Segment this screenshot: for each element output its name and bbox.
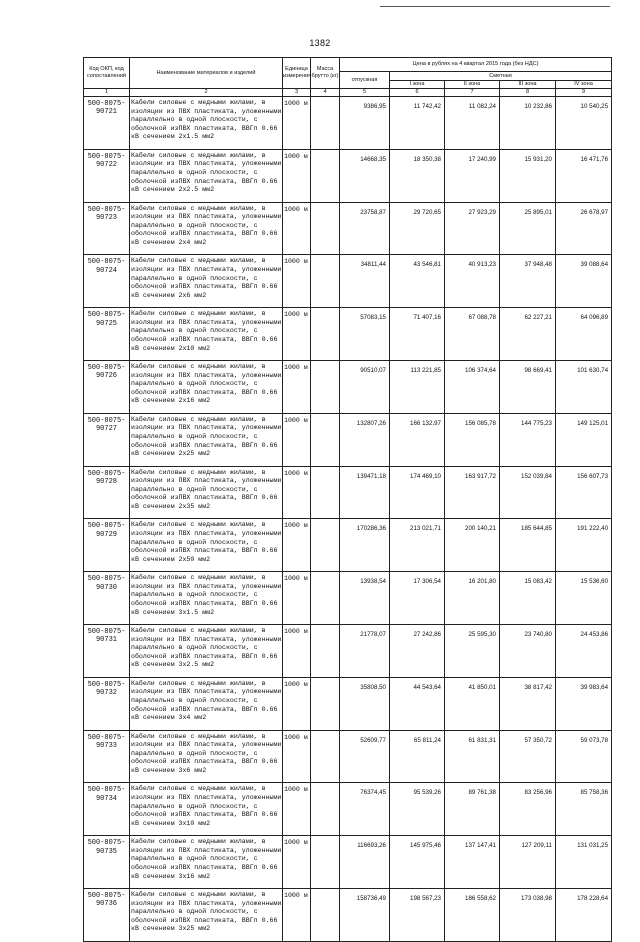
header-zone2: II зона xyxy=(445,81,500,89)
row-name: Кабели силовые с медными жилами, в изоляции из ПВХ пластиката, уложенными параллельно в одной плоскости, с оболочкой изПВХ пластиката, ВВГп 0.66 кВ сечением 2х6 мм2 xyxy=(130,255,283,308)
row-name: Кабели силовые с медными жилами, в изоляции из ПВХ пластиката, уложенными параллельно в одной плоскости, с оболочкой изПВХ пластиката, ВВГп 0.66 кВ сечением 2х10 мм2 xyxy=(130,308,283,361)
row-release-price: 132807,26 xyxy=(340,413,390,466)
table-row xyxy=(84,836,612,889)
row-mass xyxy=(311,519,340,572)
row-zone2-price: 40 913,23 xyxy=(445,255,500,308)
row-name: Кабели силовые с медными жилами, в изоляции из ПВХ пластиката, уложенными параллельно в одной плоскости, с оболочкой изПВХ пластиката, ВВГп 0.66 кВ сечением 2х4 мм2 xyxy=(130,202,283,255)
row-zone2-price: 17 240,99 xyxy=(445,149,500,202)
row-zone1-price: 44 543,64 xyxy=(390,677,445,730)
row-name: Кабели силовые с медными жилами, в изоляции из ПВХ пластиката, уложенными параллельно в одной плоскости, с оболочкой изПВХ пластиката, ВВГп 0.66 кВ сечением 3х4 мм2 xyxy=(130,677,283,730)
row-zone1-price: 95 539,26 xyxy=(390,783,445,836)
row-code: 500-8075-90722 xyxy=(84,149,130,202)
row-name: Кабели силовые с медными жилами, в изоляции из ПВХ пластиката, уложенными параллельно в одной плоскости, с оболочкой изПВХ пластиката, ВВГп 0.66 кВ сечением 3х10 мм2 xyxy=(130,783,283,836)
row-zone4-price: 64 096,89 xyxy=(556,308,612,361)
header-zone3: III зона xyxy=(500,81,556,89)
row-mass xyxy=(311,202,340,255)
column-number: 9 xyxy=(556,89,612,97)
row-release-price: 13938,54 xyxy=(340,572,390,625)
row-code: 500-8075-90721 xyxy=(84,97,130,150)
row-zone2-price: 41 850,01 xyxy=(445,677,500,730)
row-code: 500-8075-90725 xyxy=(84,308,130,361)
table-row xyxy=(84,466,612,519)
row-zone2-price: 61 831,31 xyxy=(445,730,500,783)
row-zone1-price: 43 546,81 xyxy=(390,255,445,308)
row-release-price: 158736,49 xyxy=(340,888,390,941)
top-rule xyxy=(380,6,610,7)
row-zone4-price: 85 758,36 xyxy=(556,783,612,836)
table-row xyxy=(84,255,612,308)
header-code: Код ОКП, код сопоставлений xyxy=(84,58,130,89)
row-code: 500-8075-90734 xyxy=(84,783,130,836)
row-zone1-price: 71 407,16 xyxy=(390,308,445,361)
table-row xyxy=(84,572,612,625)
table-row xyxy=(84,624,612,677)
row-zone3-price: 15 083,42 xyxy=(500,572,556,625)
row-code: 500-8075-90724 xyxy=(84,255,130,308)
row-release-price: 170286,36 xyxy=(340,519,390,572)
table-row xyxy=(84,308,612,361)
row-zone4-price: 24 453,86 xyxy=(556,624,612,677)
row-zone3-price: 62 227,21 xyxy=(500,308,556,361)
row-zone3-price: 144 775,23 xyxy=(500,413,556,466)
row-name: Кабели силовые с медными жилами, в изоляции из ПВХ пластиката, уложенными параллельно в одной плоскости, с оболочкой изПВХ пластиката, ВВГп 0.66 кВ сечением 2х50 мм2 xyxy=(130,519,283,572)
row-zone3-price: 25 895,01 xyxy=(500,202,556,255)
row-zone4-price: 16 471,76 xyxy=(556,149,612,202)
column-number: 6 xyxy=(390,89,445,97)
row-zone3-price: 37 948,48 xyxy=(500,255,556,308)
row-name: Кабели силовые с медными жилами, в изоляции из ПВХ пластиката, уложенными параллельно в одной плоскости, с оболочкой изПВХ пластиката, ВВГп 0.66 кВ сечением 2х1.5 мм2 xyxy=(130,97,283,150)
row-zone2-price: 186 558,62 xyxy=(445,888,500,941)
row-zone4-price: 39 983,64 xyxy=(556,677,612,730)
row-zone4-price: 101 630,74 xyxy=(556,360,612,413)
row-release-price: 9386,95 xyxy=(340,97,390,150)
row-unit: 1000 м xyxy=(283,202,311,255)
row-zone2-price: 106 374,64 xyxy=(445,360,500,413)
row-release-price: 90510,07 xyxy=(340,360,390,413)
row-zone2-price: 200 140,21 xyxy=(445,519,500,572)
header-name: Наименование материалов и изделий xyxy=(130,58,283,89)
row-unit: 1000 м xyxy=(283,149,311,202)
row-mass xyxy=(311,730,340,783)
row-unit: 1000 м xyxy=(283,413,311,466)
row-release-price: 76374,45 xyxy=(340,783,390,836)
row-zone2-price: 137 147,41 xyxy=(445,836,500,889)
column-number-row xyxy=(84,89,612,97)
row-unit: 1000 м xyxy=(283,572,311,625)
row-unit: 1000 м xyxy=(283,677,311,730)
price-table xyxy=(83,57,612,942)
row-zone3-price: 57 350,72 xyxy=(500,730,556,783)
table-row xyxy=(84,97,612,150)
row-release-price: 139471,18 xyxy=(340,466,390,519)
row-code: 500-8075-90736 xyxy=(84,888,130,941)
row-code: 500-8075-90729 xyxy=(84,519,130,572)
column-number: 3 xyxy=(283,89,311,97)
row-zone4-price: 156 607,73 xyxy=(556,466,612,519)
row-mass xyxy=(311,97,340,150)
row-zone2-price: 16 201,80 xyxy=(445,572,500,625)
row-zone2-price: 163 917,72 xyxy=(445,466,500,519)
row-release-price: 21778,07 xyxy=(340,624,390,677)
row-zone1-price: 145 975,46 xyxy=(390,836,445,889)
page-number: 1382 xyxy=(309,38,331,48)
row-zone3-price: 98 669,41 xyxy=(500,360,556,413)
row-unit: 1000 м xyxy=(283,888,311,941)
row-zone2-price: 27 923,29 xyxy=(445,202,500,255)
row-zone4-price: 191 222,40 xyxy=(556,519,612,572)
row-mass xyxy=(311,783,340,836)
row-unit: 1000 м xyxy=(283,308,311,361)
row-code: 500-8075-90728 xyxy=(84,466,130,519)
row-name: Кабели силовые с медными жилами, в изоляции из ПВХ пластиката, уложенными параллельно в одной плоскости, с оболочкой изПВХ пластиката, ВВГп 0.66 кВ сечением 3х25 мм2 xyxy=(130,888,283,941)
row-zone4-price: 39 088,64 xyxy=(556,255,612,308)
row-mass xyxy=(311,836,340,889)
table-row xyxy=(84,413,612,466)
row-zone4-price: 59 073,78 xyxy=(556,730,612,783)
row-zone1-price: 11 742,42 xyxy=(390,97,445,150)
row-zone3-price: 15 931,20 xyxy=(500,149,556,202)
row-release-price: 52609,77 xyxy=(340,730,390,783)
row-zone3-price: 23 740,80 xyxy=(500,624,556,677)
row-name: Кабели силовые с медными жилами, в изоляции из ПВХ пластиката, уложенными параллельно в одной плоскости, с оболочкой изПВХ пластиката, ВВГп 0.66 кВ сечением 3х2.5 мм2 xyxy=(130,624,283,677)
row-code: 500-8075-90732 xyxy=(84,677,130,730)
table-row xyxy=(84,888,612,941)
row-name: Кабели силовые с медными жилами, в изоляции из ПВХ пластиката, уложенными параллельно в одной плоскости, с оболочкой изПВХ пластиката, ВВГп 0.66 кВ сечением 3х1.5 мм2 xyxy=(130,572,283,625)
table-row xyxy=(84,202,612,255)
row-zone4-price: 10 540,25 xyxy=(556,97,612,150)
header-release: отпускная xyxy=(340,72,390,89)
row-code: 500-8075-90726 xyxy=(84,360,130,413)
header-mass: Масса брутто (кг) xyxy=(311,58,340,89)
row-zone1-price: 18 350,38 xyxy=(390,149,445,202)
header-unit: Единица измерения xyxy=(283,58,311,89)
row-name: Кабели силовые с медными жилами, в изоляции из ПВХ пластиката, уложенными параллельно в одной плоскости, с оболочкой изПВХ пластиката, ВВГп 0.66 кВ сечением 2х2.5 мм2 xyxy=(130,149,283,202)
row-unit: 1000 м xyxy=(283,519,311,572)
row-unit: 1000 м xyxy=(283,836,311,889)
row-zone4-price: 131 031,25 xyxy=(556,836,612,889)
table-body xyxy=(84,97,612,942)
header-estimated: Сметная xyxy=(390,72,612,81)
row-code: 500-8075-90727 xyxy=(84,413,130,466)
row-unit: 1000 м xyxy=(283,360,311,413)
row-zone1-price: 213 021,71 xyxy=(390,519,445,572)
row-mass xyxy=(311,149,340,202)
row-mass xyxy=(311,572,340,625)
row-mass xyxy=(311,308,340,361)
row-zone1-price: 29 720,65 xyxy=(390,202,445,255)
row-zone1-price: 198 567,23 xyxy=(390,888,445,941)
row-zone4-price: 178 228,64 xyxy=(556,888,612,941)
header-zone4: IV зона xyxy=(556,81,612,89)
row-mass xyxy=(311,677,340,730)
row-mass xyxy=(311,360,340,413)
row-unit: 1000 м xyxy=(283,730,311,783)
row-zone3-price: 185 644,85 xyxy=(500,519,556,572)
table-row xyxy=(84,677,612,730)
row-zone1-price: 174 469,10 xyxy=(390,466,445,519)
row-unit: 1000 м xyxy=(283,783,311,836)
row-mass xyxy=(311,413,340,466)
row-mass xyxy=(311,255,340,308)
table-row xyxy=(84,149,612,202)
row-unit: 1000 м xyxy=(283,255,311,308)
table-row xyxy=(84,730,612,783)
row-release-price: 57083,15 xyxy=(340,308,390,361)
row-zone3-price: 152 039,84 xyxy=(500,466,556,519)
row-zone2-price: 67 088,78 xyxy=(445,308,500,361)
row-name: Кабели силовые с медными жилами, в изоляции из ПВХ пластиката, уложенными параллельно в одной плоскости, с оболочкой изПВХ пластиката, ВВГп 0.66 кВ сечением 2х16 мм2 xyxy=(130,360,283,413)
row-code: 500-8075-90723 xyxy=(84,202,130,255)
row-name: Кабели силовые с медными жилами, в изоляции из ПВХ пластиката, уложенными параллельно в одной плоскости, с оболочкой изПВХ пластиката, ВВГп 0.66 кВ сечением 2х25 мм2 xyxy=(130,413,283,466)
row-zone1-price: 17 306,54 xyxy=(390,572,445,625)
column-number: 2 xyxy=(130,89,283,97)
header-price-group: Цена в рублях на 4 квартал 2015 года (без НДС) xyxy=(340,58,612,72)
row-zone2-price: 89 761,38 xyxy=(445,783,500,836)
column-number: 8 xyxy=(500,89,556,97)
row-name: Кабели силовые с медными жилами, в изоляции из ПВХ пластиката, уложенными параллельно в одной плоскости, с оболочкой изПВХ пластиката, ВВГп 0.66 кВ сечением 3х16 мм2 xyxy=(130,836,283,889)
row-zone4-price: 15 536,60 xyxy=(556,572,612,625)
row-zone3-price: 127 209,11 xyxy=(500,836,556,889)
row-unit: 1000 м xyxy=(283,624,311,677)
row-name: Кабели силовые с медными жилами, в изоляции из ПВХ пластиката, уложенными параллельно в одной плоскости, с оболочкой изПВХ пластиката, ВВГп 0.66 кВ сечением 2х35 мм2 xyxy=(130,466,283,519)
table-row xyxy=(84,519,612,572)
row-code: 500-8075-90735 xyxy=(84,836,130,889)
row-release-price: 14668,35 xyxy=(340,149,390,202)
row-zone4-price: 149 125,01 xyxy=(556,413,612,466)
row-name: Кабели силовые с медными жилами, в изоляции из ПВХ пластиката, уложенными параллельно в одной плоскости, с оболочкой изПВХ пластиката, ВВГп 0.66 кВ сечением 3х6 мм2 xyxy=(130,730,283,783)
row-mass xyxy=(311,466,340,519)
row-zone3-price: 83 256,96 xyxy=(500,783,556,836)
row-code: 500-8075-90730 xyxy=(84,572,130,625)
row-zone4-price: 26 678,97 xyxy=(556,202,612,255)
row-zone1-price: 166 132,97 xyxy=(390,413,445,466)
column-number: 5 xyxy=(340,89,390,97)
row-code: 500-8075-90731 xyxy=(84,624,130,677)
row-zone3-price: 38 817,42 xyxy=(500,677,556,730)
row-zone1-price: 65 811,24 xyxy=(390,730,445,783)
header-zone1: I зона xyxy=(390,81,445,89)
row-mass xyxy=(311,888,340,941)
row-unit: 1000 м xyxy=(283,97,311,150)
row-release-price: 116693,26 xyxy=(340,836,390,889)
row-zone3-price: 10 232,86 xyxy=(500,97,556,150)
row-zone3-price: 173 038,98 xyxy=(500,888,556,941)
row-code: 500-8075-90733 xyxy=(84,730,130,783)
row-release-price: 35808,50 xyxy=(340,677,390,730)
row-release-price: 23758,87 xyxy=(340,202,390,255)
column-number: 4 xyxy=(311,89,340,97)
row-unit: 1000 м xyxy=(283,466,311,519)
column-number: 7 xyxy=(445,89,500,97)
row-zone2-price: 156 085,78 xyxy=(445,413,500,466)
row-zone1-price: 113 221,85 xyxy=(390,360,445,413)
row-zone2-price: 25 595,30 xyxy=(445,624,500,677)
row-mass xyxy=(311,624,340,677)
row-release-price: 34811,44 xyxy=(340,255,390,308)
column-number: 1 xyxy=(84,89,130,97)
row-zone2-price: 11 082,24 xyxy=(445,97,500,150)
row-zone1-price: 27 242,86 xyxy=(390,624,445,677)
table-row xyxy=(84,360,612,413)
table-row xyxy=(84,783,612,836)
